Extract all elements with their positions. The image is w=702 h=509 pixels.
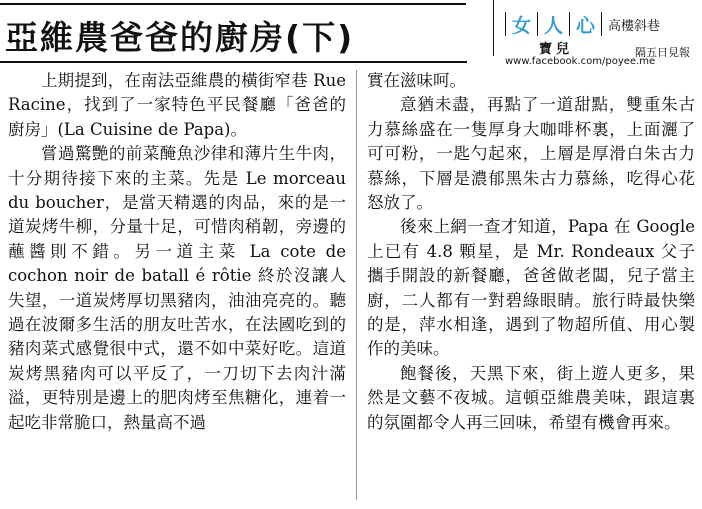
author-name: 寶兒	[539, 42, 574, 57]
article-paragraph: 飽餐後，天黑下來，街上遊人更多，果然是文藝不夜城。這頓亞維農美味，跟這裏的氛圍都令人再三回味，希望有機會再來。	[367, 363, 695, 432]
article-paragraph-continuation: 實在滋味呵。	[367, 71, 466, 90]
header-divider	[493, 0, 494, 56]
column-header	[505, 11, 660, 37]
column-divider	[356, 70, 357, 500]
article-paragraph: 上期提到，在南法亞維農的橫街窄巷 Rue Racine，找到了一家特色平民餐廳「爸爸的廚房」(La Cuisine de Papa)。	[8, 71, 346, 139]
column-name-char-1: 女	[512, 14, 532, 37]
article-left-column	[8, 69, 346, 435]
author-website: www.facebook.com/poyee.me	[505, 56, 656, 67]
article-paragraph: 意猶未盡，再點了一道甜點，雙重朱古力慕絲盛在一隻厚身大咖啡杯裏，上面灑了可可粉，一匙勺起來，上層是厚滑白朱古力慕絲，下層是濃郁黑朱古力慕絲，吃得心花怒放了。	[367, 95, 695, 213]
header-top-rule	[0, 3, 466, 5]
subcolumn-name: 高樓斜巷	[608, 18, 661, 34]
article-title: 亞維農爸爸的廚房(下)	[5, 18, 355, 57]
column-name-char-3: 心	[576, 14, 596, 37]
article-paragraph: 後來上網一查才知道，Papa 在 Google 上已有 4.8 顆星，是 Mr. Rondeaux 父子攜手開設的新餐廳，爸爸做老闆，兒子當主廚，二人都有一對碧綠眼睛。旅行時最快樂的是，萍水相逢，遇到了物超所值、用心製作的美味。	[367, 217, 695, 359]
publication-note: 隔五日見報	[635, 46, 690, 59]
title-underline	[0, 61, 467, 63]
article-right-column	[367, 69, 695, 435]
article-paragraph: 嘗過驚艷的前菜醃魚沙律和薄片生牛肉，十分期待接下來的主菜。先是 Le morceau du boucher，是當天精選的肉品，來的是一道炭烤牛柳，分量十足，可惜肉稍韌，旁邊的蘸醬則不錯。另一道主菜 La cote de cochon noir de batall é rôtie 終於沒讓人失望，一道炭烤厚切黑豬肉，油油亮亮的。聽過在波爾多生活的朋友吐苦水，在法國吃到的豬肉菜式感覺很中式，還不如中菜好吃。這道炭烤黑豬肉可以平反了，一刀切下去肉汁滿溢，更特別是邊上的肥肉烤至焦糖化，連着一起吃非常脆口，熱量高不過	[8, 144, 346, 432]
column-name-char-2: 人	[544, 14, 564, 37]
